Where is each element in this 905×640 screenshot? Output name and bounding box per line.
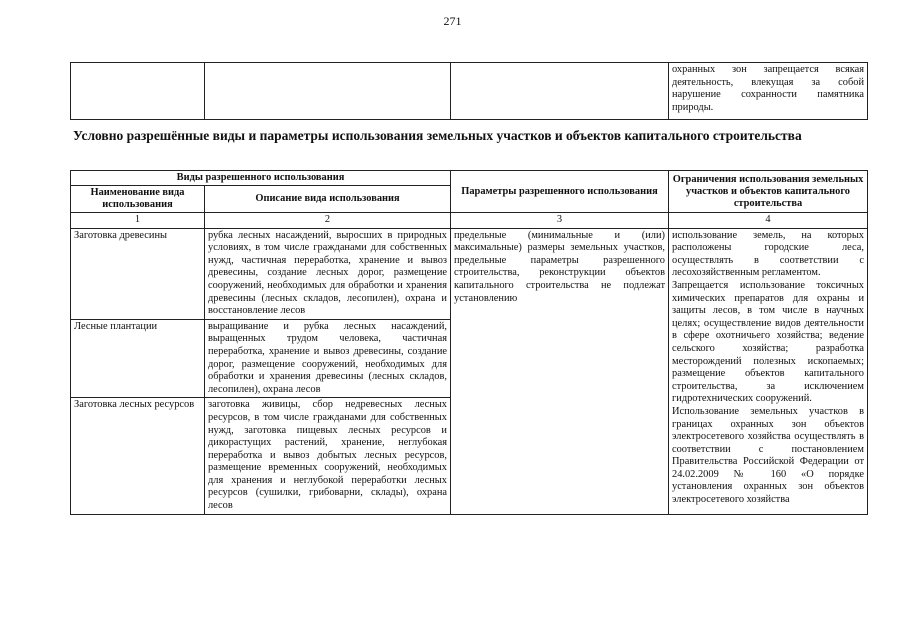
continuation-table xyxy=(70,62,868,120)
column-number: 2 xyxy=(205,213,451,229)
table-row xyxy=(71,63,868,120)
use-name: Заготовка древесины xyxy=(71,228,205,319)
restriction-paragraph: Использование земельных участков в границах охранных зон объектов электросетевого хозяйства осуществлять в соответствии с постановлением Правительства Российской Федерации от 24.02.2009 № 160 «О порядке установления охранных зон объектов электросетевого хозяйства xyxy=(672,405,864,506)
page-number: 271 xyxy=(443,14,462,28)
use-name: Лесные плантации xyxy=(71,319,205,398)
column-header-parameters: Параметры разрешенного использования xyxy=(451,171,669,213)
restriction-paragraph: Запрещается использование токсичных химических препаратов для охраны и защиты лесов, в том числе в научных целях; осуществление видов деятельности в сфере охотничьего хозяйства; ведение сельского хозяйства; разработка месторождений полезных ископаемых; размещение объектов капитального строительства, за исключением гидротехнических сооружений. xyxy=(672,279,864,405)
cell-empty xyxy=(205,63,451,120)
land-use-table xyxy=(70,170,868,515)
table-row xyxy=(71,228,868,319)
column-header-description: Описание вида использования xyxy=(205,186,451,213)
header-row xyxy=(71,171,868,186)
section-heading: Условно разрешённые виды и параметры использования земельных участков и объектов капитального строительства xyxy=(73,128,802,143)
use-restrictions xyxy=(669,228,868,514)
column-number: 3 xyxy=(451,213,669,229)
continuation-restriction-text: охранных зон запрещается всякая деятельность, влекущая за собой нарушение сохранности памятника природы. xyxy=(669,63,868,120)
column-number-row xyxy=(71,213,868,229)
column-header-restrictions: Ограничения использования земельных участков и объектов капитального строительства xyxy=(669,171,868,213)
use-parameters: предельные (минимальные и (или) максимальные) размеры земельных участков, предельные параметры разрешенного строительства, реконструкции объектов капитального строительства не подлежат установлению xyxy=(451,228,669,514)
column-number: 1 xyxy=(71,213,205,229)
cell-empty xyxy=(71,63,205,120)
column-header-name: Наименование вида использования xyxy=(71,186,205,213)
use-description: заготовка живицы, сбор недревесных лесных ресурсов, в том числе гражданами для собственных нужд, заготовка пищевых лесных ресурсов и дикорастущих растений, хранение, неглубокая переработка и вывоз добытых лесных ресурсов, размещение временных сооружений, необходимых для хранения и неглубокой переработки лесных ресурсов (сушилки, грибоварни, склады), охрана лесов xyxy=(205,398,451,514)
column-number: 4 xyxy=(669,213,868,229)
use-name: Заготовка лесных ресурсов xyxy=(71,398,205,514)
restriction-paragraph: использование земель, на которых расположены городские леса, осуществлять в соответствии с лесохозяйственным регламентом. xyxy=(672,229,864,279)
use-description: рубка лесных насаждений, выросших в природных условиях, в том числе гражданами для собственных нужд, частичная переработка, хранение и вывоз древесины, создание лесных дорог, размещение сооружений, необходимых для обработки и хранения древесины (лесных складов, лесопилен), охрана и восстановление лесов xyxy=(205,228,451,319)
group-header: Виды разрешенного использования xyxy=(71,171,451,186)
cell-empty xyxy=(451,63,669,120)
use-description: выращивание и рубка лесных насаждений, выращенных трудом человека, частичная переработка, хранение и вывоз древесины, создание дорог, размещение сооружений, необходимых для обработки и хранения древесины (лесных складов, лесопилен), охрана лесов xyxy=(205,319,451,398)
